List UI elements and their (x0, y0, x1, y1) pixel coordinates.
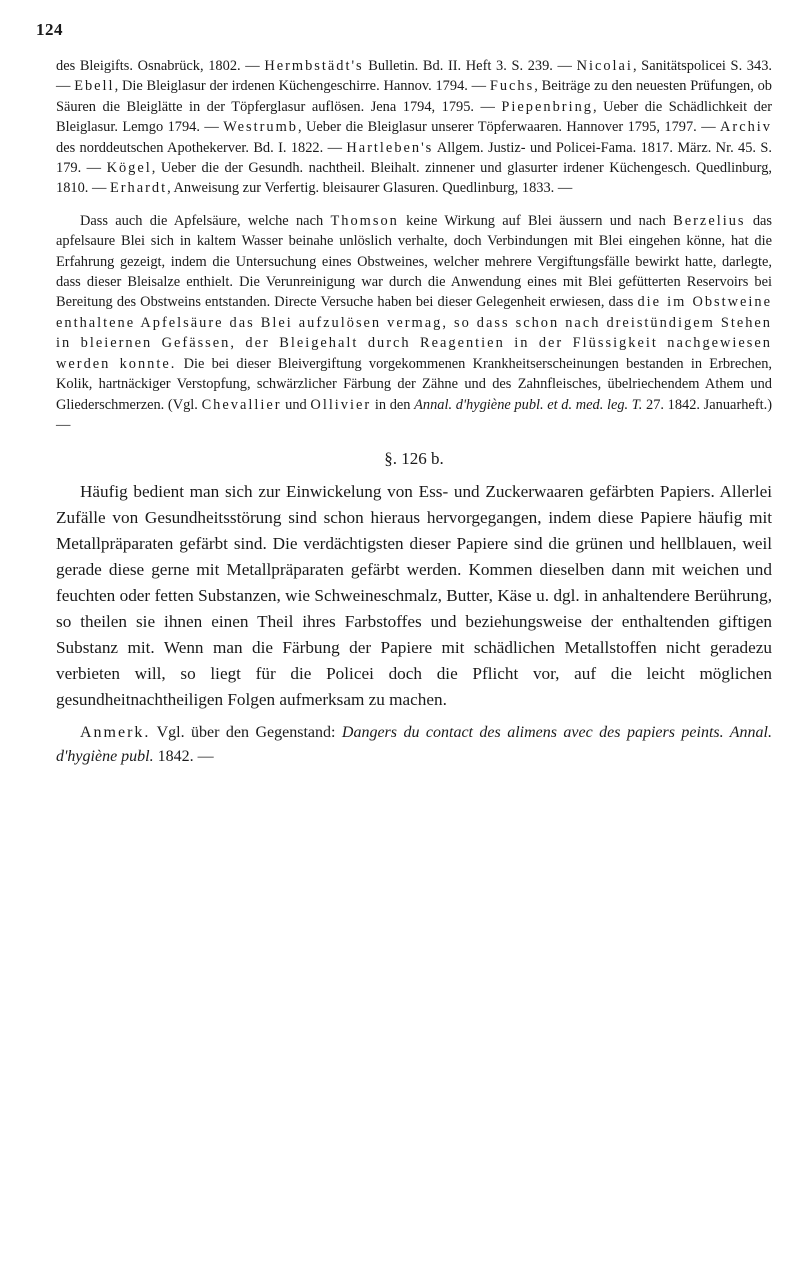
author-name: Erhardt (109, 180, 168, 197)
annotation-note: Anmerk. Vgl. über den Gegenstand: Dangers du contact des alimens avec des papiers peints. Annal. d'hygiène publ. 1842. — (56, 724, 772, 766)
journal-citation: Annal. d'hygiène publ. et d. med. leg. T. (414, 396, 643, 413)
author-name: Piepenbring (501, 98, 593, 115)
author-name: Nicolai (576, 58, 633, 74)
journal-name: Archiv (720, 119, 772, 136)
author-name: Thomson (330, 212, 399, 229)
note-label: Anmerk. (80, 724, 151, 742)
paper-wrapping-paragraph: Häufig bedient man sich zur Einwickelung von Ess- und Zuckerwaaren gefärbten Papiers. Allerlei Zufälle von Gesundheitsstörung sind schon hieraus hervorgegangen, indem diese Papiere häufig mit Metallpräparaten gefärbt sind. Die verdächtigsten dieser Papiere sind die grünen und hellblauen, weil gerade diese gerne mit Metallpräparaten gefärbt werden. Kommen dieselben dann mit weichen und feuchten oder fetten Substanzen, wie Schweineschmalz, Butter, Käse u. dgl. in anhaltendere Berührung, so theilen sie ihnen einen Theil ihres Farbstoffes und beziehungsweise der enthaltenden giftigen Substanz mit. Wenn man die Färbung der Papiere mit schädlichen Metallstoffen nicht geradezu verbieten will, so liegt für die Policei doch die Pflicht vor, auf die leicht möglichen gesundheitnachtheiligen Folgen aufmerksam zu machen. (56, 482, 772, 710)
book-page (36, 20, 773, 769)
page-number: 124 (36, 20, 63, 39)
author-name: Westrumb (223, 119, 298, 136)
author-name: Chevallier (201, 396, 282, 413)
author-name: Berzelius (673, 212, 746, 229)
author-name: Kögel (106, 160, 152, 177)
bibliography-references: des Bleigifts. Osnabrück, 1802. — Hermbstädt's Bulletin. Bd. II. Heft 3. S. 239. — Nicolai, Sanitätspolicei S. 343. — Ebell, Die Bleiglasur der irdenen Küchengeschirre. Hannov. 1794. — Fuchs, Beiträge zu den neuesten Prüfungen, ob Säuren die Bleiglätte in der Töpferglasur auflösen. Jena 1794, 1795. — Piepenbring, Ueber die Schädlichkeit der Bleiglasur. Lemgo 1794. — Westrumb, Ueber die Bleiglasur unserer Töpferwaaren. Hannover 1795, 1797. — Archiv des norddeutschen Apothekerver. Bd. I. 1822. — Hartleben's Allgem. Justiz- und Policei-Fama. 1817. März. Nr. 45. S. 179. — Kögel, Ueber die der Gesundh. nachtheil. Bleihalt. zinnener und glasurter irdener Küchengesch. Quedlinburg, 1810. — Erhardt, Anweisung zur Verfertig. bleisaurer Glasuren. Quedlinburg, 1833. — (56, 58, 772, 197)
section-heading: §. 126 b. (384, 449, 444, 469)
emphasized-finding: die im Obstweine enthaltene Apfelsäure das Blei aufzulösen vermag, so dass schon nach dreistündigem Stehen in bleiernen Gefässen, der Bleigehalt durch Reagentien in der Flüssigkeit nachgewiesen werden konnte. (56, 294, 772, 372)
author-name: Hermbstädt's (264, 58, 364, 74)
note-citation: Dangers du contact des alimens avec des papiers peints. Annal. d'hygiène publ. (56, 724, 772, 766)
author-name: Ebell (74, 78, 115, 95)
apple-acid-paragraph: Dass auch die Apfelsäure, welche nach Thomson keine Wirkung auf Blei äussern und nach Berzelius das apfelsaure Blei sich in kaltem Wasser beinahe unlöslich verhalte, doch Verbindungen mit Blei eingehen könne, hat die Erfahrung gezeigt, indem die Untersuchung eines Obstweines, welcher mehrere Vergiftungsfälle bewirkt hatte, darlegte, dass dieser Bleisalze enthielt. Die Verunreinigung war durch die Anwendung eines mit Blei gefütterten Reservoirs bei Bereitung des Obstweins entstanden. Directe Versuche haben bei dieser Gelegenheit erwiesen, dass die im Obstweine enthaltene Apfelsäure das Blei aufzulösen vermag, so dass schon nach dreistündigem Stehen in bleiernen Gefässen, der Bleigehalt durch Reagentien in der Flüssigkeit nachgewiesen werden konnte. Die bei dieser Bleivergiftung vorgekommenen Krankheitserscheinungen bestanden in Erbrechen, Kolik, hartnäckiger Verstopfung, schwärzlicher Färbung der Zähne und des Zahnfleisches, übelriechendem Athem und Gliederschmerzen. (Vgl. Chevallier und Ollivier in den Annal. d'hygiène publ. et d. med. leg. T. 27. 1842. Januarheft.) — (56, 212, 773, 433)
author-name: Hartleben's (346, 139, 434, 156)
author-name: Fuchs (489, 78, 535, 95)
author-name: Ollivier (310, 396, 372, 413)
